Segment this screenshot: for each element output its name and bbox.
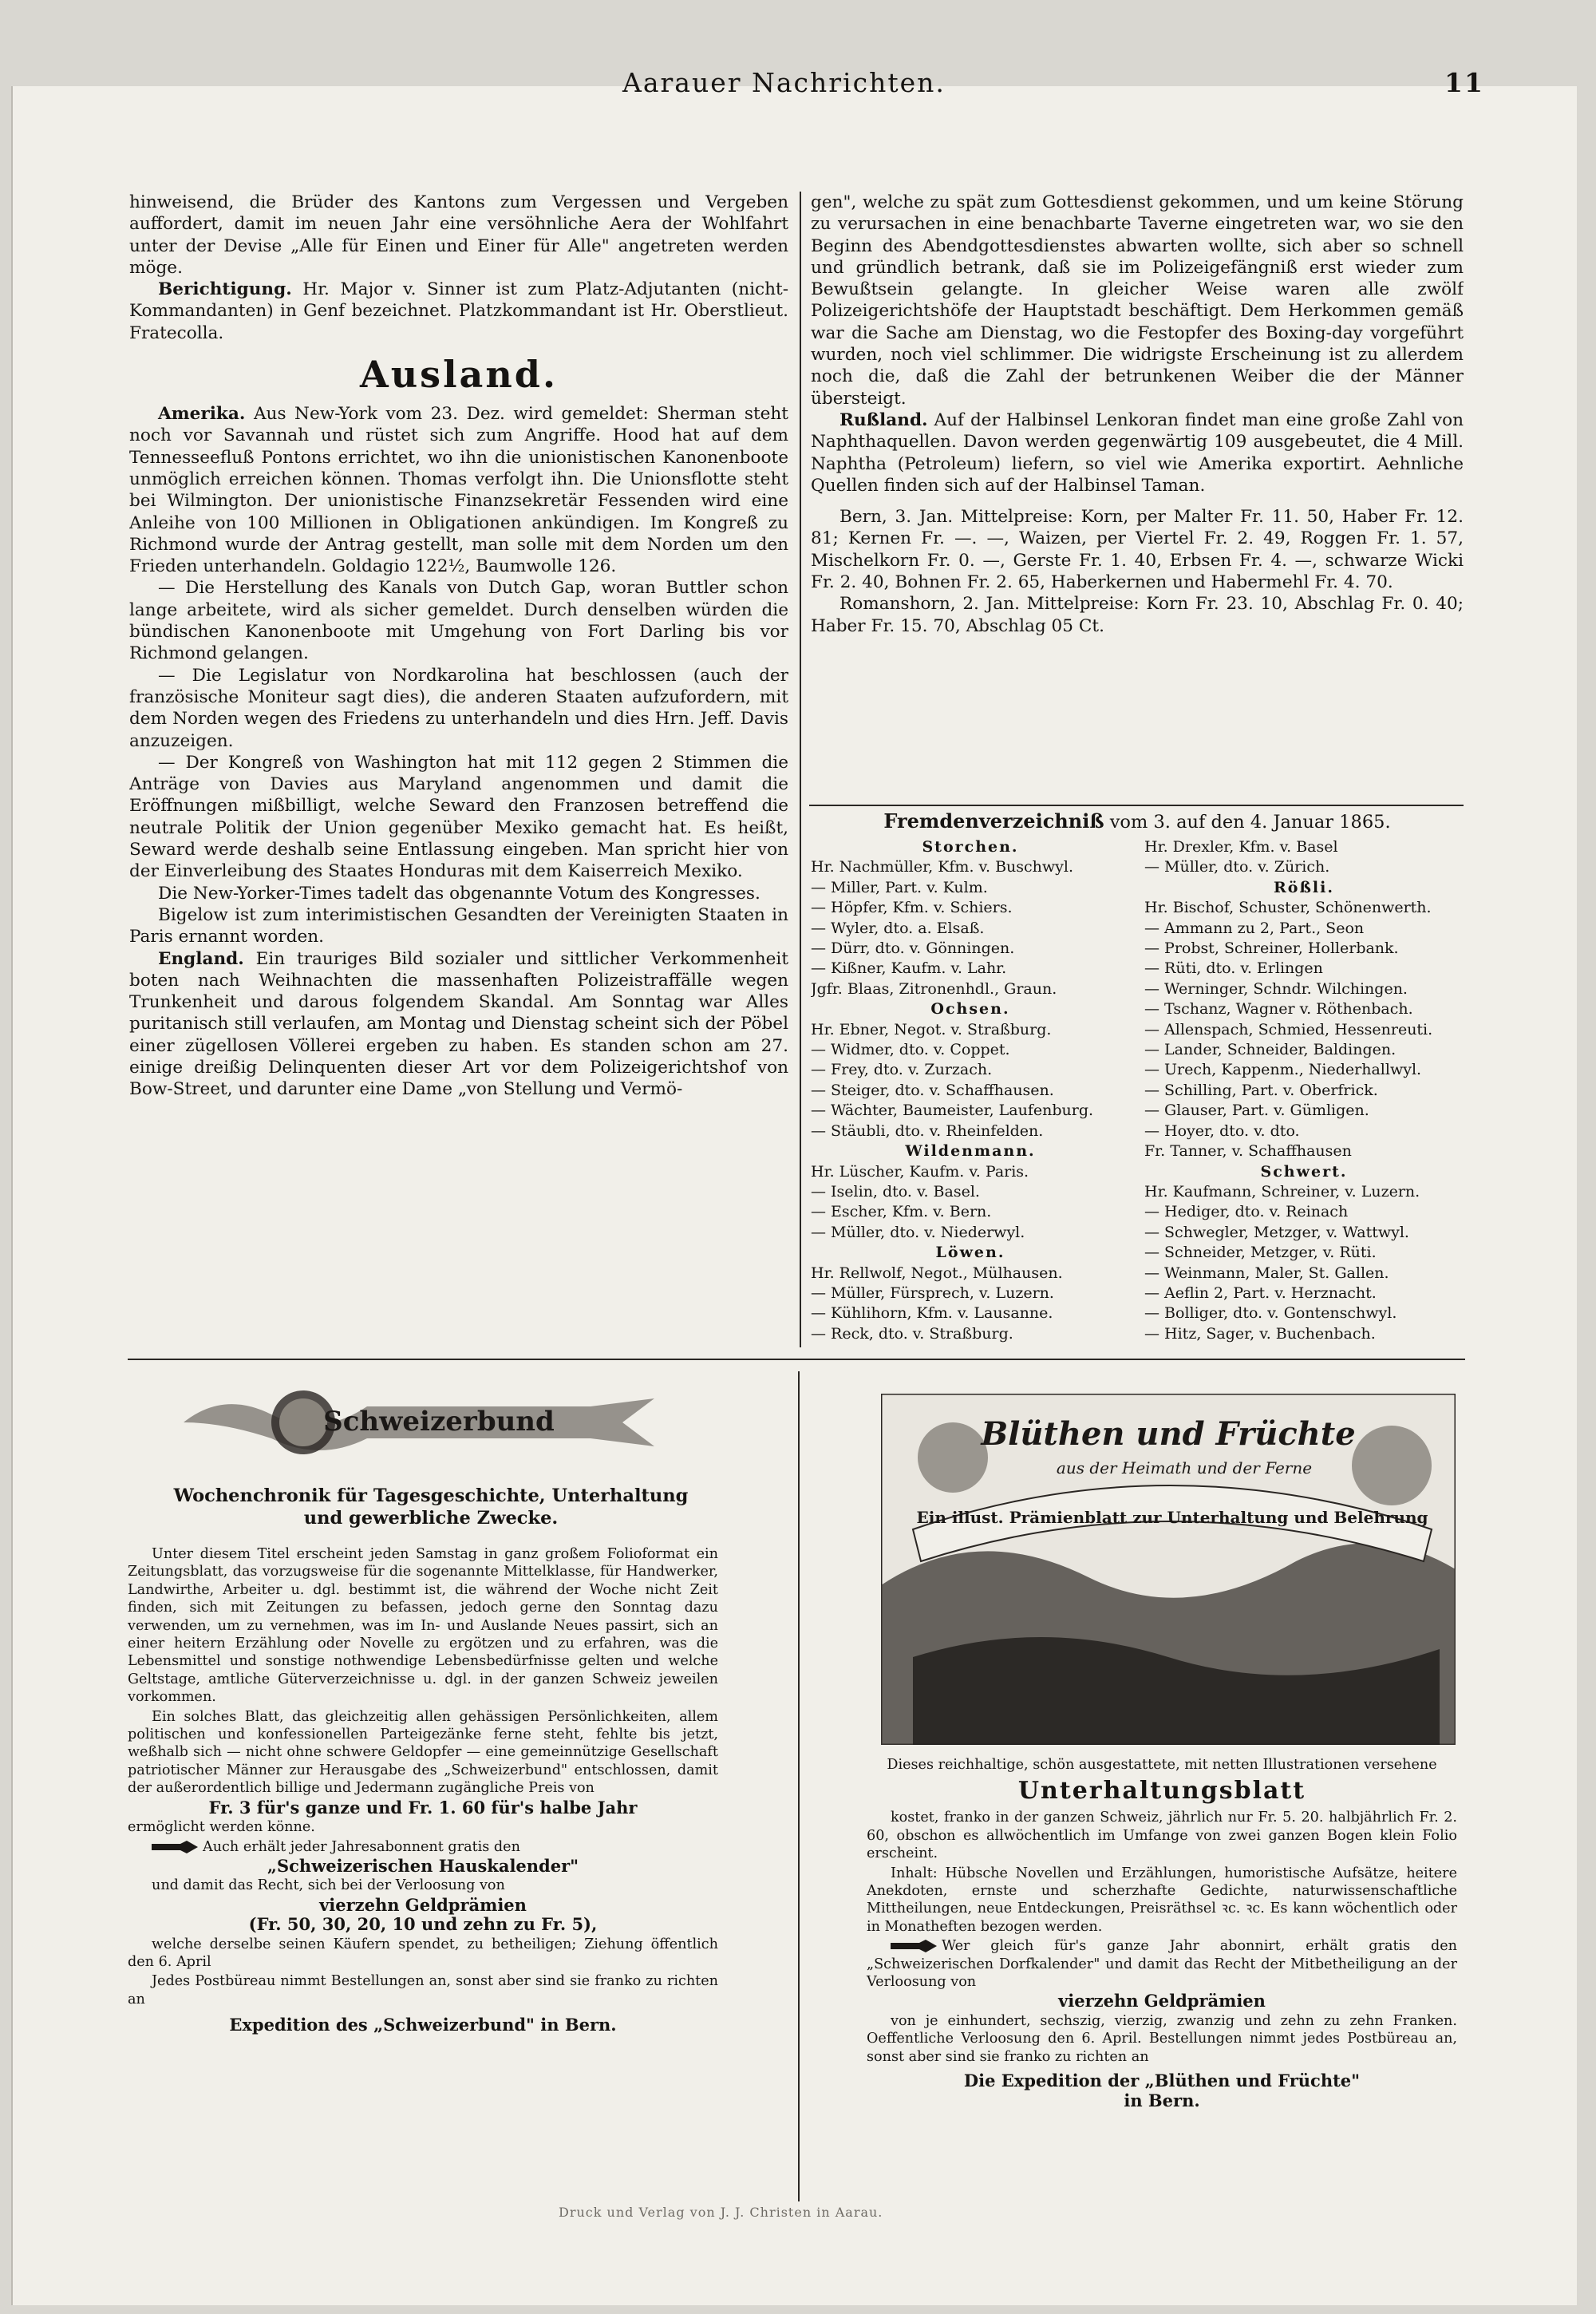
fremdenverzeichnis	[811, 809, 1464, 1360]
bluethen-p1: Dieses reichhaltige, schön ausgestattete, mit netten Illustrationen versehene	[887, 1757, 1437, 1773]
schweizerbund-p1: Unter diesem Titel erscheint jeden Samstag in ganz großem Folioformat ein Zeitungsblatt, das vorzugsweise für die sogenannte Mittelklasse, für Handwerker, Landwirthe, Arbeiter u. dgl. bestimmt ist, die während der Woche nicht Zeit finden, sich mit Zeitungen zu befassen, jedoch gerne den Sonntag dazu verwenden, um zu vernehmen, was im In- und Auslande Neues passirt, sich an einer heitern Erzählung oder Novelle zu ergötzen und zu erfahren, was die Lebensmittel und sonstige nothwendige Lebensbedürfnisse gelten und welche Geltstage, amtliche Güterverzeichnisse u. dgl. in der ganzen Schweiz jeweilen vorkommen.	[128, 1546, 718, 1706]
bluethen-p4: von je einhundert, sechszig, vierzig, zwanzig und zehn zu zehn Franken. Oeffentliche Verloosung den 6. April. Bestellungen nimmt jedes Postbüreau an, sonst aber sind sie franko zu richten an	[867, 2012, 1457, 2065]
guest-entry: — Escher, Kfm. v. Bern.	[811, 1203, 992, 1221]
fremden-title-bold: Fremdenverzeichniß	[883, 809, 1104, 833]
schweizerbund-subtitle-2: und gewerbliche Zwecke.	[303, 1508, 559, 1529]
hotel-heading: Storchen.	[922, 838, 1019, 856]
guest-entry: — Steiger, dto. v. Schaffhausen.	[811, 1081, 1054, 1099]
guest-entry: — Kißner, Kaufm. v. Lahr.	[811, 959, 1007, 978]
pointing-hand-icon	[891, 1940, 937, 1952]
schweizerbund-p4: und damit das Recht, sich bei der Verloosung von	[152, 1877, 505, 1894]
guest-entry: — Bolliger, dto. v. Gontenschwyl.	[1144, 1304, 1397, 1323]
russland-lead: Rußland.	[839, 409, 928, 430]
guest-entry: — Stäubli, dto. v. Rheinfelden.	[811, 1121, 1044, 1140]
page-number: 11	[1444, 67, 1484, 98]
guest-entry: — Tschanz, Wagner v. Röthenbach.	[1144, 1000, 1413, 1019]
guest-entry: — Glauser, Part. v. Gümligen.	[1144, 1102, 1369, 1120]
bluethen-p3-text: Wer gleich für's ganze Jahr abonnirt, erhält gratis den „Schweizerischen Dorfkalender" und damit das Recht der Mitbetheiligung an der Verloosung von	[867, 1938, 1457, 1991]
fremden-column-1	[811, 837, 1130, 1344]
hotel-heading: Löwen.	[935, 1244, 1005, 1262]
guest-entry: — Hitz, Sager, v. Buchenbach.	[1144, 1324, 1376, 1343]
amerika-paragraph-3: — Die Legislatur von Nordkarolina hat beschlossen (auch der französische Moniteur sagt dies), die anderen Staaten aufzufordern, mit dem Norden wegen des Friedens zu unterhandeln und dies Hrn. Jeff. Davis anzuzeigen.	[129, 665, 788, 751]
england-text: Ein trauriges Bild sozialer und sittlicher Verkommenheit boten nach Weihnachten die massenhaften Polizeistraffälle wegen Trunkenheit und darous folgendem Skandal. Am Sonntag war Alles puritanisch still verlaufen, am Montag und Dienstag scheint sich der Pöbel einer zügellosen Völlerei ergeben zu haben. Es standen schon am 27. einige dreißig Delinquenten dieser Art vor dem Polizeigerichtshof von Bow-Street, und darunter eine Dame „von Stellung und Vermö-	[129, 948, 788, 1100]
bluethen-p2: kostet, franko in der ganzen Schweiz, jährlich nur Fr. 5. 20. halbjährlich Fr. 2. 60, obschon es allwöchentlich im Umfange von zwei ganzen Bogen klein Folio erscheint.	[867, 1810, 1457, 1862]
illustration-title: Blüthen und Früchte	[981, 1415, 1356, 1453]
schweizerbund-praemien: vierzehn Geldprämien	[319, 1894, 527, 1915]
correction-text: Hr. Major v. Sinner ist zum Platz-Adjutanten (nicht-Kommandanten) in Genf bezeichnet. Platzkommandant ist Hr. Oberstlieut. Fratecolla.	[129, 279, 788, 343]
schweizerbund-subtitle-1: Wochenchronik für Tagesgeschichte, Unterhaltung	[173, 1485, 689, 1506]
schweizerbund-kalender: „Schweizerischen Hauskalender"	[267, 1855, 579, 1876]
page-rule	[128, 1359, 1465, 1360]
guest-entry: — Kühlihorn, Kfm. v. Lausanne.	[811, 1304, 1053, 1323]
newspaper-title: Aarauer Nachrichten.	[622, 67, 946, 98]
england-paragraph	[129, 948, 788, 1101]
running-head	[0, 67, 1596, 99]
masthead-text: Schweizerbund	[323, 1406, 555, 1438]
fremden-column-2	[1144, 837, 1464, 1344]
guest-entry: Hr. Drexler, Kfm. v. Basel	[1144, 838, 1338, 856]
hotel-heading: Wildenmann.	[905, 1142, 1036, 1161]
bluethen-signature-2: in Bern.	[1124, 2090, 1200, 2110]
guest-entry: — Höpfer, Kfm. v. Schiers.	[811, 899, 1013, 917]
guest-entry: — Müller, dto. v. Niederwyl.	[811, 1223, 1025, 1241]
bluethen-body	[867, 1756, 1457, 2111]
bluethen-blatt: Unterhaltungsblatt	[1017, 1777, 1306, 1806]
guest-entry: Hr. Kaufmann, Schreiner, v. Luzern.	[1144, 1182, 1420, 1201]
left-column	[129, 192, 788, 1349]
schweizerbund-price: Fr. 3 für's ganze und Fr. 1. 60 für's halbe Jahr	[208, 1797, 638, 1818]
ad-bluethen-und-fruechte	[859, 1382, 1465, 2203]
fremden-title-date: vom 3. auf den 4. Januar 1865.	[1109, 812, 1391, 833]
guest-entry: — Frey, dto. v. Zurzach.	[811, 1061, 993, 1079]
intro-paragraph: hinweisend, die Brüder des Kantons zum Vergessen und Vergeben auffordert, damit im neuen Jahr eine versöhnliche Aera der Wohlfahrt unter der Devise „Alle für Einen und Einer für Alle" angetreten werden möge.	[129, 192, 788, 278]
hotel-heading: Ochsen.	[930, 1000, 1010, 1019]
guest-entry: — Hoyer, dto. v. dto.	[1144, 1121, 1300, 1140]
guest-entry: Fr. Tanner, v. Schaffhausen	[1144, 1142, 1352, 1161]
ad-schweizerbund	[128, 1375, 734, 2179]
schweizerbund-p3	[128, 1838, 718, 1856]
amerika-paragraph-5: Die New-Yorker-Times tadelt das obgenannte Votum des Kongresses.	[158, 883, 760, 904]
illustration-subtitle: aus der Heimath und der Ferne	[1056, 1458, 1313, 1477]
amerika-paragraph	[129, 403, 788, 577]
correction-paragraph	[129, 279, 788, 344]
schweizerbund-signature: Expedition des „Schweizerbund" in Bern.	[229, 2015, 617, 2035]
schweizerbund-price-note: ermöglicht werden könne.	[128, 1819, 315, 1836]
imprint: Druck und Verlag von J. J. Christen in Aarau.	[559, 2205, 883, 2220]
guest-entry: — Ammann zu 2, Part., Seon	[1144, 919, 1365, 937]
bluethen-signature-1: Die Expedition der „Blüthen und Früchte"	[963, 2071, 1361, 2091]
bluethen-praemien: vierzehn Geldprämien	[1058, 1991, 1266, 2011]
amerika-text: Aus New-York vom 23. Dez. wird gemeldet: Sherman steht noch vor Savannah und rüstet sich zum Angriffe. Hood hat auf dem Tennesseefluß Pontons errichtet, wo ihn die unionistischen Kanonenboote unmöglich erreichen können. Thomas verfolgt ihn. Die Unionsflotte steht bei Wilmington. Der unionistische Finanzsekretär Fessenden wird eine Anleihe von 100 Millionen in Obligationen ankündigen. Im Kongreß zu Richmond wurde der Antrag gestellt, man solle mit dem Norden um den Frieden unterhandeln. Goldagio 122½, Baumwolle 126.	[129, 404, 788, 577]
ad-divider	[798, 1371, 800, 2201]
guest-entry: Hr. Lüscher, Kaufm. v. Paris.	[811, 1162, 1029, 1181]
guest-entry: — Hediger, dto. v. Reinach	[1144, 1203, 1349, 1221]
guest-entry: — Werninger, Schndr. Wilchingen.	[1144, 979, 1408, 998]
guest-entry: — Urech, Kappenm., Niederhallwyl.	[1144, 1061, 1422, 1079]
prices-bern: Bern, 3. Jan. Mittelpreise: Korn, per Malter Fr. 11. 50, Haber Fr. 12. 81; Kernen Fr. —. —, Waizen, per Viertel Fr. 2. 49, Roggen Fr. 1. 57, Mischelkorn Fr. 0. —, Gerste Fr. 1. 40, Erbsen Fr. 4. —, schwarze Wicki Fr. 2. 40, Bohnen Fr. 2. 65, Haberkernen und Habermehl Fr. 4. 70.	[811, 507, 1464, 593]
guest-entry: — Schneider, Metzger, v. Rüti.	[1144, 1244, 1377, 1262]
bluethen-illustration	[881, 1394, 1456, 1745]
guest-entry: — Probst, Schreiner, Hollerbank.	[1144, 939, 1399, 958]
guest-entry: — Dürr, dto. v. Gönningen.	[811, 939, 1015, 958]
guest-entry: — Widmer, dto. v. Coppet.	[811, 1041, 1010, 1059]
prices-romanshorn: Romanshorn, 2. Jan. Mittelpreise: Korn Fr. 23. 10, Abschlag Fr. 0. 40; Haber Fr. 15. 70, Abschlag 05 Ct.	[811, 594, 1464, 636]
guest-entry: — Schilling, Part. v. Oberfrick.	[1144, 1081, 1378, 1099]
guest-entry: Hr. Rellwolf, Negot., Mülhausen.	[811, 1264, 1063, 1282]
fremden-columns	[811, 837, 1464, 1344]
russland-paragraph	[811, 409, 1464, 496]
guest-entry: — Wächter, Baumeister, Laufenburg.	[811, 1102, 1094, 1120]
russland-text: Auf der Halbinsel Lenkoran findet man eine große Zahl von Naphthaquellen. Davon werden gegenwärtig 109 ausgebeutet, die 4 Mill. Naphtha (Petroleum) liefern, so viel wie Amerika exportirt. Aehnliche Quellen finden sich auf der Halbinsel Taman.	[811, 409, 1464, 496]
schweizerbund-p5: welche derselbe seinen Käufern spendet, zu betheiligen; Ziehung öffentlich den 6. April	[128, 1936, 718, 1970]
right-column	[811, 192, 1464, 798]
guest-entry: — Müller, Fürsprech, v. Luzern.	[811, 1284, 1054, 1302]
hotel-heading: Rößli.	[1274, 878, 1334, 896]
england-continued: gen", welche zu spät zum Gottesdienst gekommen, und um keine Störung zu verursachen in eine benachbarte Taverne eingetreten war, wo sie den Beginn des Abendgottesdienstes abwarten wollte, sich aber so schnell und gründlich betrank, daß sie im Polizeigefängniß erst wieder zum Bewußtsein gelangte. In gleicher Weise waren alle zwölf Polizeigerichtshöfe der Hauptstadt beschäftigt. Dem Herkommen gemäß war die Sache am Dienstag, wo die Festopfer des Boxing-day vorgeführt wurden, noch viel schlimmer. Die widrigste Erscheinung ist zu allerdem noch die, daß die Zahl der betrunkenen Weiber die der Männer übersteigt.	[811, 192, 1464, 409]
guest-entry: — Lander, Schneider, Baldingen.	[1144, 1041, 1396, 1059]
bluethen-p3	[867, 1937, 1457, 1991]
amerika-lead: Amerika.	[158, 404, 246, 425]
guest-entry: Hr. Nachmüller, Kfm. v. Buschwyl.	[811, 858, 1074, 876]
guest-entry: — Wyler, dto. a. Elsaß.	[811, 919, 985, 937]
schweizerbund-p6: Jedes Postbüreau nimmt Bestellungen an, sonst aber sind sie franko zu richten an	[128, 1973, 718, 2007]
schweizerbund-praemien-amounts: (Fr. 50, 30, 20, 10 und zehn zu Fr. 5),	[248, 1914, 598, 1935]
schweizerbund-masthead	[176, 1375, 686, 1470]
guest-entry: — Allenspach, Schmied, Hessenreuti.	[1144, 1020, 1433, 1038]
schweizerbund-subtitle	[152, 1485, 710, 1529]
guest-entry: Hr. Bischof, Schuster, Schönenwerth.	[1144, 899, 1432, 917]
hotel-heading: Schwert.	[1260, 1162, 1348, 1181]
section-rule	[809, 805, 1464, 806]
pointing-hand-icon	[152, 1841, 198, 1853]
guest-entry: — Reck, dto. v. Straßburg.	[811, 1324, 1013, 1343]
amerika-paragraph-4: — Der Kongreß von Washington hat mit 112 gegen 2 Stimmen die Anträge von Davies aus Maryland angenommen und damit die Eröffnungen mißbilligt, welche Seward den Franzosen betreffend die neutrale Politik der Union gegenüber Mexiko gemacht hat. Es heißt, Seward werde deshalb seine Entlassung eingeben. Man spricht hier von der Einverleibung des Staates Honduras mit dem Kaiserreich Mexiko.	[129, 752, 788, 882]
illustration-banner: Ein illust. Prämienblatt zur Unterhaltung und Belehrung	[916, 1508, 1428, 1527]
bluethen-inhalt: Inhalt: Hübsche Novellen und Erzählungen, humoristische Aufsätze, heitere Anekdoten, ernste und scherzhafte Gedichte, naturwissenschaftliche Mittheilungen, neue Entdeckungen, Preisräthsel ꝛc. ꝛc. Es kann wöchentlich oder in Monatheften bezogen werden.	[867, 1865, 1457, 1935]
schweizerbund-p2: Ein solches Blatt, das gleichzeitig allen gehässigen Persönlichkeiten, allem politischen und konfessionellen Parteigezänke ferne steht, fehlte bis jetzt, weßhalb sich — nicht ohne schwere Geldopfer — eine gemeinnützige Gesellschaft patriotischer Männer zur Herausgabe des „Schweizerbund" entschlossen, damit der außerordentlich billige und Jedermann zugängliche Preis von	[128, 1708, 718, 1797]
schweizerbund-p3-text: Auch erhält jeder Jahresabonnent gratis den	[203, 1838, 520, 1855]
section-heading-ausland: Ausland.	[360, 353, 558, 397]
correction-lead: Berichtigung.	[158, 279, 292, 300]
guest-entry: — Schwegler, Metzger, v. Wattwyl.	[1144, 1223, 1409, 1241]
guest-entry: — Rüti, dto. v. Erlingen	[1144, 959, 1323, 978]
guest-entry: — Miller, Part. v. Kulm.	[811, 878, 988, 896]
guest-entry: Hr. Ebner, Negot. v. Straßburg.	[811, 1020, 1052, 1038]
guest-entry: — Iselin, dto. v. Basel.	[811, 1182, 980, 1201]
england-lead: England.	[158, 948, 244, 969]
fremden-title	[811, 809, 1464, 834]
guest-entry: — Aeflin 2, Part. v. Herznacht.	[1144, 1284, 1377, 1302]
schweizerbund-body	[128, 1545, 718, 2036]
guest-entry: — Weinmann, Maler, St. Gallen.	[1144, 1264, 1389, 1282]
amerika-paragraph-2: — Die Herstellung des Kanals von Dutch Gap, woran Buttler schon lange arbeitete, wird als sicher gemeldet. Durch denselben würden die bündischen Kanonenboote mit Umgehung von Fort Darling bis vor Richmond gelangen.	[129, 578, 788, 664]
guest-entry: — Müller, dto. v. Zürich.	[1144, 858, 1330, 876]
guest-entry: Jgfr. Blaas, Zitronenhdl., Graun.	[811, 979, 1057, 998]
amerika-paragraph-6: Bigelow ist zum interimistischen Gesandten der Vereinigten Staaten in Paris ernannt worden.	[129, 904, 788, 947]
column-divider	[800, 192, 801, 1347]
